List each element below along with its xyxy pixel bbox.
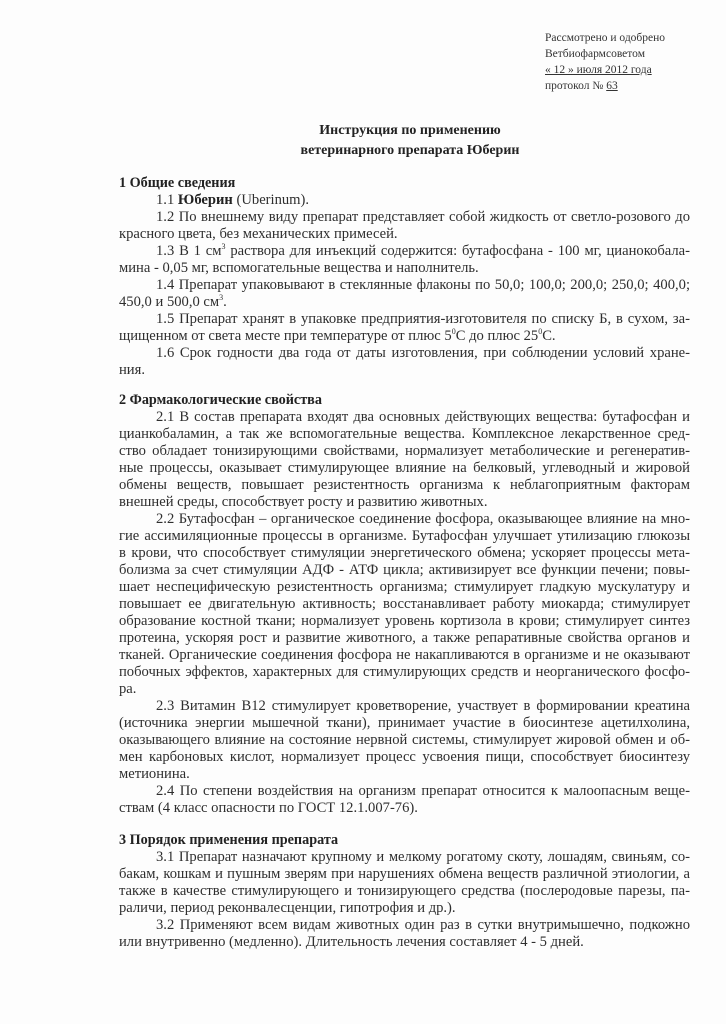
paragraph-1-3-line xyxy=(119,243,690,260)
paragraph-1-4-line: 1.4 Препарат упаковывают в стеклянные флаконы по 50,0; 100,0; 200,0; 250,0; 400,0; xyxy=(156,277,690,293)
text-line: ствам (4 класс опасности по ГОСТ 12.1.007-76). xyxy=(119,800,418,816)
paragraph-1-5-line: 1.5 Препарат хранят в упаковке предприятия-изготовителя по списку Б, в сухом, за- xyxy=(156,311,690,327)
section-administration xyxy=(119,832,690,951)
text-line: красного цвета, без механических примесей. xyxy=(119,226,398,242)
protocol-label: протокол № xyxy=(545,80,607,92)
text-line: гие ассимиляционные процессы в организме. Бутафосфан улучшает утилизацию глюкозы xyxy=(119,528,690,544)
text-line: оказывающего влияние на состояние нервной системы, стимулирует жировой обмен и об- xyxy=(119,732,690,748)
text: С до плюс 25 xyxy=(455,328,539,344)
text-line: 3.2 Применяют всем видам животных один раз в сутки внутримышечно, подкожно xyxy=(156,917,690,933)
section-heading: 1 Общие сведения xyxy=(119,175,236,191)
latin-name: (Uberinum). xyxy=(232,192,310,208)
paragraph-1-2 xyxy=(119,209,690,243)
paragraph-3-1 xyxy=(119,849,690,917)
text: 1.3 В 1 см xyxy=(156,243,222,259)
paragraph-2-4 xyxy=(119,783,690,817)
text-line: 2.4 По степени воздействия на организм препарат относится к малоопасным веще- xyxy=(156,783,690,799)
title-line-1: Инструкция по применению xyxy=(319,123,501,138)
text-line: в крови, что способствует стимуляции энергетического обмена; ускоряет процессы мета- xyxy=(119,545,690,561)
paragraph-2-1 xyxy=(119,409,690,511)
paragraph-1-5-line xyxy=(119,328,690,345)
text-line: повышает ее двигательную активность; восстанавливает работу миокарда; стимулирует xyxy=(119,596,690,612)
protocol-number: 63 xyxy=(606,80,618,92)
section-heading: 2 Фармакологические свойства xyxy=(119,392,322,408)
superscript: 0 xyxy=(451,327,456,337)
superscript: 3 xyxy=(219,293,224,303)
approval-line: Рассмотрено и одобрено xyxy=(545,32,666,44)
approval-council: Ветбиофармсоветом xyxy=(545,48,645,60)
paragraph-1-3-line: мина - 0,05 мг, вспомогательные вещества и наполнитель. xyxy=(119,260,479,276)
text-line: цианкобаламин, а так же вспомогательные вещества. Комплексное лекарственное сред- xyxy=(119,426,690,442)
paragraph-3-2 xyxy=(119,917,690,951)
approval-date: « 12 » июля 2012 года xyxy=(545,64,652,76)
text-line: болизма за счет стимуляции АДФ - АТФ цикла; активизирует все функции печени; повы- xyxy=(119,562,690,578)
text-line: 2.2 Бутафосфан – органическое соединение фосфора, оказывающее влияние на мно- xyxy=(156,511,690,527)
text: 450,0 и 500,0 см xyxy=(119,294,220,310)
text-line: бакам, кошкам и пушным зверям при нарушениях обмена веществ различной этиологии, а xyxy=(119,866,690,882)
text-line: протеина, ускоряя рост и развитие животного, а также репаративные свойства органов и xyxy=(119,630,690,646)
approval-protocol xyxy=(545,78,665,94)
paragraph-1-4-line xyxy=(119,294,690,311)
drug-name: Юберин xyxy=(177,192,233,208)
text-line: тканей. Органические соединения фосфора не накапливаются в организме и не оказывают xyxy=(119,647,690,663)
text-line: обмены веществ, повышает резистентность организма к неблагоприятным факторам xyxy=(119,477,690,493)
text-line: 1.2 По внешнему виду препарат представляет собой жидкость от светло-розового до xyxy=(156,209,690,225)
text-line: ния. xyxy=(119,362,145,378)
paragraph-1-1 xyxy=(119,192,690,209)
title-line-2: ветеринарного препарата Юберин xyxy=(300,143,520,158)
text-line: внешней среды, способствует росту и развитию животных. xyxy=(119,494,488,510)
text: раствора для инъекций содержится: бутафосфана - 100 мг, цианокобала- xyxy=(225,243,690,259)
approval-stamp xyxy=(545,30,665,94)
section-pharmacology xyxy=(119,392,690,817)
text-line: (источника энергии мышечной ткани), принимает участие в биосинтезе ацетилхолина, xyxy=(119,715,690,731)
paragraph-number: 1.1 xyxy=(156,192,178,208)
text-line: ные процессы, оказывает стимулирующее влияние на белковый, углеводный и жировой xyxy=(119,460,690,476)
text-line: побочных эффектов, характерных для стимулирующих средств и неорганического фосфо- xyxy=(119,664,690,680)
text-line: 1.6 Срок годности два года от даты изготовления, при соблюдении условий хране- xyxy=(156,345,690,361)
text-line: ство обладает тонизирующими свойствами, нормализует метаболические и регенератив- xyxy=(119,443,690,459)
section-general-info xyxy=(119,175,690,379)
text-line: образование костной ткани; нормализует уровень кортизола в крови; стимулирует синтез xyxy=(119,613,690,629)
text: . xyxy=(223,294,227,310)
section-heading: 3 Порядок применения препарата xyxy=(119,832,339,848)
text: С. xyxy=(542,328,556,344)
text-line: также в качестве стимулирующего и тонизирующего средства (послеродовые парезы, па- xyxy=(119,883,690,899)
text-line: шает неспецифическую резистентность организма; стимулирует гладкую мускулатуру и xyxy=(119,579,690,595)
text-line: раличи, период реконвалесценции, гипотрофия и др.). xyxy=(119,900,456,916)
text-line: ра. xyxy=(119,681,137,697)
text-line: 2.1 В состав препарата входят два основных действующих вещества: бутафосфан и xyxy=(156,409,690,425)
text-line: метионина. xyxy=(119,766,190,782)
text-line: или внутривенно (медленно). Длительность лечения составляет 4 - 5 дней. xyxy=(119,934,584,950)
text: щищенном от света месте при температуре от плюс 5 xyxy=(119,328,452,344)
text-line: 2.3 Витамин В12 стимулирует кроветворение, участвует в формировании креатина xyxy=(156,698,690,714)
document-title xyxy=(0,121,726,161)
superscript: 0 xyxy=(538,327,543,337)
paragraph-1-6 xyxy=(119,345,690,379)
text-line: 3.1 Препарат назначают крупному и мелкому рогатому скоту, лошадям, свиньям, со- xyxy=(156,849,690,865)
paragraph-2-2 xyxy=(119,511,690,698)
paragraph-2-3 xyxy=(119,698,690,783)
text-line: мен карбоновых кислот, нормализует процесс усвоения пищи, способствует биосинтезу xyxy=(119,749,690,765)
superscript: 3 xyxy=(221,242,226,252)
